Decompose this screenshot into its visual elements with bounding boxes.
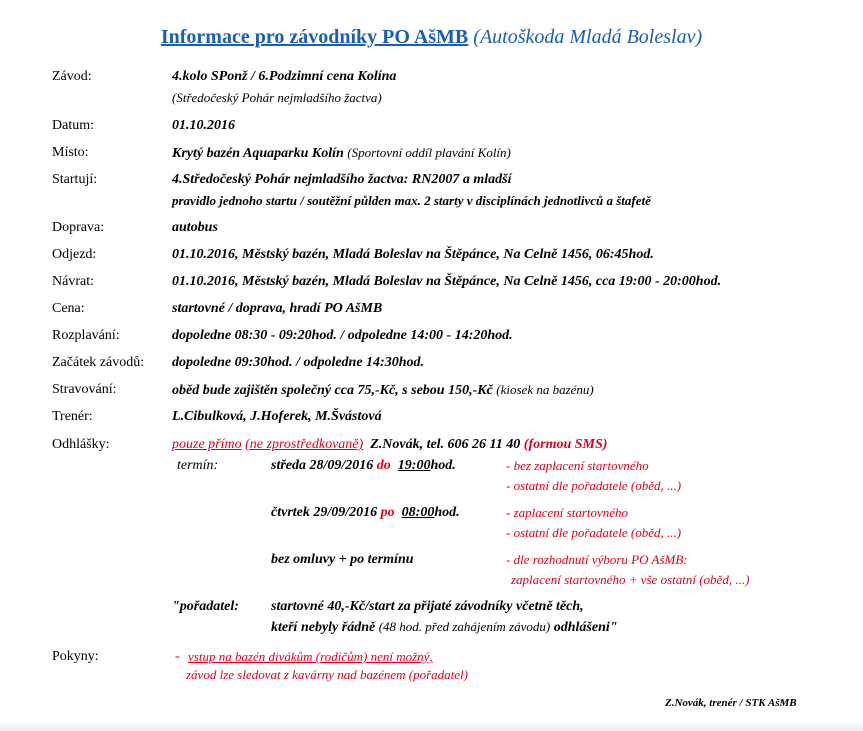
value-odjezd: 01.10.2016, Městský bazén, Mladá Boleslav na Štěpánce, Na Celně 1456, 06:45hod. <box>172 247 654 262</box>
value-zavod-line1: 4.kolo SPonž / 6.Podzimní cena Kolína <box>172 69 397 84</box>
stravovani-text: oběd bude zajištěn společný cca 75,-Kč, s sebou 150,-Kč <box>172 383 493 398</box>
value-startuji-line1: 4.Středočeský Pohár nejmladšího žactva: RN2007 a mladší <box>172 172 512 187</box>
poradatel-note: (48 hod. před zahájením závodu) <box>378 619 551 634</box>
term2-day: čtvrtek 29/09/2016 <box>271 505 378 520</box>
term1 <box>271 457 456 475</box>
term1-suffix: hod. <box>430 458 456 473</box>
termin-label: termín: <box>177 458 219 473</box>
page-bottom-shade <box>0 721 863 731</box>
value-doprava: autobus <box>172 220 218 235</box>
value-rozplavani: dopoledne 08:30 - 09:20hod. / odpoledne 14:00 - 14:20hod. <box>172 328 513 343</box>
value-zavod-line2: (Středočeský Pohár nejmladšího žactva) <box>172 90 382 105</box>
misto-note: (Sportovní oddíl plavání Kolín) <box>347 145 511 160</box>
misto-venue: Krytý bazén Aquaparku Kolín <box>172 146 344 161</box>
poradatel-line2 <box>271 618 618 637</box>
title-sub: (Autoškoda Mladá Boleslav) <box>473 26 703 48</box>
label-odjezd: Odjezd: <box>52 247 97 262</box>
term1-time: 19:00 <box>397 458 431 473</box>
label-cena: Cena: <box>52 301 85 316</box>
label-pokyny: Pokyny: <box>52 649 99 664</box>
value-zacatek: dopoledne 09:30hod. / odpoledne 14:30hod. <box>172 355 424 370</box>
term1-r1: - bez zaplacení startovného <box>506 458 649 473</box>
only-direct: pouze přímo <box>172 437 242 452</box>
label-stravovani: Stravování: <box>52 382 117 397</box>
label-navrat: Návrat: <box>52 274 94 289</box>
term3-r1: - dle rozhodnutí výboru PO AšMB: <box>506 552 688 567</box>
page-title <box>0 24 863 50</box>
term1-day: středa 28/09/2016 <box>271 458 374 473</box>
value-datum: 01.10.2016 <box>172 118 235 133</box>
pokyny-line1: vstup na bazén divákům (rodičům) není možný, <box>188 649 433 664</box>
not-mediated: (ne zprostředkovaně) <box>245 437 364 452</box>
term2-time: 08:00 <box>401 505 435 520</box>
label-datum: Datum: <box>52 118 94 133</box>
label-misto: Místo: <box>52 145 89 160</box>
value-startuji-line2: pravidlo jednoho startu / soutěžní půlden max. 2 starty v disciplínách jednotlivců a štafetě <box>172 193 651 208</box>
term2-r2: - ostatní dle pořadatele (oběd, ...) <box>506 525 682 540</box>
stravovani-note: (kiosek na bazénu) <box>496 382 594 397</box>
value-cena: startovné / doprava, hradí PO AšMB <box>172 301 383 316</box>
value-navrat: 01.10.2016, Městský bazén, Mladá Boleslav na Štěpánce, Na Celně 1456, cca 19:00 - 20:00hod. <box>172 274 722 289</box>
term3-r2: zaplacení startovného + vše ostatní (oběd, ...) <box>511 572 750 587</box>
value-misto <box>172 144 511 163</box>
label-zavod: Závod: <box>52 69 92 84</box>
term3-day: bez omluvy + po termínu <box>271 552 414 567</box>
label-doprava: Doprava: <box>52 220 105 235</box>
term2 <box>271 504 460 522</box>
contact: Z.Novák, tel. 606 26 11 40 <box>370 437 521 452</box>
sms-note: (formou SMS) <box>523 437 608 452</box>
value-trener: L.Cibulková, J.Hoferek, M.Švástová <box>172 409 382 424</box>
signature: Z.Novák, trenér / STK AšMB <box>665 697 797 709</box>
poradatel-text: kteří nebyly řádně <box>271 620 376 635</box>
pokyny-dash: - <box>175 649 180 664</box>
poradatel-label: "pořadatel: <box>172 599 239 614</box>
term2-r1: - zaplacení startovného <box>506 505 629 520</box>
label-startuji: Startují: <box>52 172 98 187</box>
term2-conn: po <box>380 505 395 520</box>
value-stravovani <box>172 381 594 400</box>
pokyny-line2: závod lze sledovat z kavárny nad bazénem (pořadatel) <box>186 667 468 682</box>
title-main: Informace pro závodníky PO AšMB <box>160 26 469 48</box>
term1-r2: - ostatní dle pořadatele (oběd, ...) <box>506 478 682 493</box>
poradatel-end: odhlášeni" <box>553 620 618 635</box>
term1-conn: do <box>376 458 391 473</box>
term2-suffix: hod. <box>434 505 460 520</box>
label-rozplavani: Rozplavání: <box>52 328 120 343</box>
label-trener: Trenér: <box>52 409 93 424</box>
label-zacatek: Začátek závodů: <box>52 355 145 370</box>
odhlasky-header <box>172 436 607 454</box>
label-odhlasky: Odhlášky: <box>52 437 110 452</box>
poradatel-line1: startovné 40,-Kč/start za přijaté závodníky včetně těch, <box>271 599 584 614</box>
